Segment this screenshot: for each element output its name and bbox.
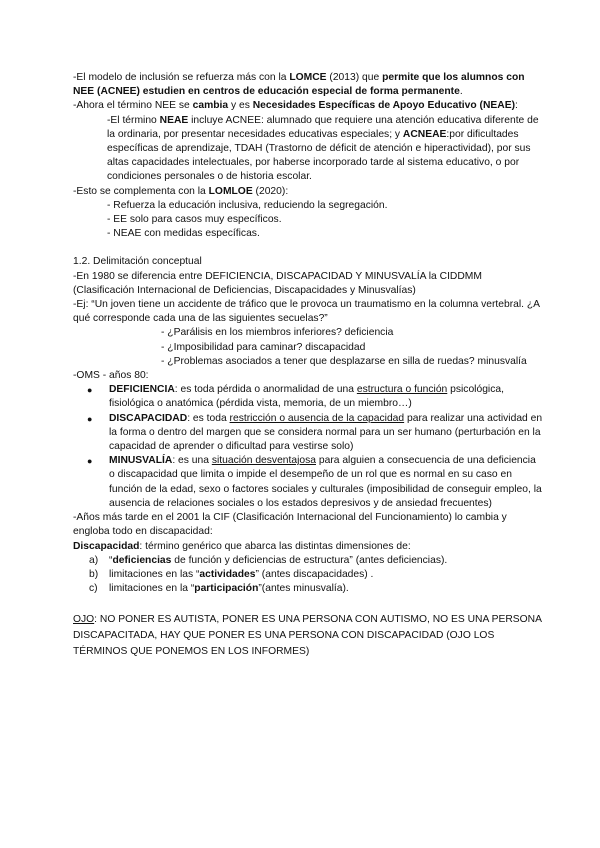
paragraph-neae-definition: -El término NEAE incluye ACNEE: alumnado que requiere una atención educativa diferente de la ordinaria, por presentar necesidades educativas especiales; y ACNEAE:por dificultades específicas de aprendizaje, TDAH (Trastorno de déficit de atención e hiperactividad), por sus altas capacidades intelectuales, por haberse incorporado tarde al sistema educativo, o por condiciones personales o de historia escolar.	[107, 114, 539, 183]
paragraph-cif: -Años más tarde en el 2001 la CIF (Clasificación Internacional del Funcionamiento) lo cambia y engloba todo en discapacidad:	[73, 512, 507, 538]
list-item: a) “deficiencias de función y deficiencias de estructura” (antes deficiencias).	[89, 554, 448, 566]
section-title: 1.2. Delimitación conceptual	[73, 256, 202, 268]
paragraph-discapacidad: Discapacidad: término genérico que abarca las distintas dimensiones de:	[73, 540, 411, 552]
paragraph-oms: -OMS - años 80:	[73, 370, 149, 382]
warning-note: OJO: NO PONER ES AUTISTA, PONER ES UNA PERSONA CON AUTISMO, NO ES UNA PERSONA DISCAPACITADA, HAY QUE PONER ES UNA PERSONA CON DISCAPACIDAD (OJO LOS TÉRMINOS QUE PONEMOS EN LOS INFORMES)	[73, 614, 542, 658]
oms-definitions-list	[73, 383, 543, 511]
list-item: - Refuerza la educación inclusiva, reduciendo la segregación.	[107, 199, 388, 211]
definition-deficiencia: ● DEFICIENCIA: es toda pérdida o anormalidad de una estructura o función psicológica, fisiológica o anatómica (pérdida vista, memoria, de un miembro…)	[73, 383, 543, 411]
list-item: b) limitaciones en las “actividades” (antes discapacidades) .	[89, 568, 374, 580]
paragraph-lomce: -El modelo de inclusión se refuerza más con la LOMCE (2013) que permite que los alumnos con NEE (ACNEE) estudien en centros de educación especial de forma permanente.	[73, 72, 525, 98]
list-item: - NEAE con medidas específicas.	[107, 228, 260, 240]
list-item: - EE solo para casos muy específicos.	[107, 214, 282, 226]
document-page	[73, 71, 543, 660]
list-item: c) limitaciones en la “participación”(antes minusvalía).	[89, 583, 349, 595]
cif-dimensions-list	[73, 554, 543, 597]
paragraph-example: -Ej: “Un joven tiene un accidente de tráfico que le provoca un traumatismo en la columna vertebral. ¿A qué corresponde cada una de las siguientes secuelas?”	[73, 299, 540, 325]
list-item: - ¿Problemas asociados a tener que desplazarse en silla de ruedas? minusvalía	[161, 355, 527, 367]
paragraph-neae: -Ahora el término NEE se cambia y es Necesidades Específicas de Apoyo Educativo (NEAE):	[73, 100, 518, 112]
definition-discapacidad: ● DISCAPACIDAD: es toda restricción o ausencia de la capacidad para realizar una actividad en la forma o dentro del margen que se considera normal para un ser humano (perturbación en la capacidad de aprender o dificultad para vestirse solo)	[73, 412, 543, 455]
list-item: - ¿Imposibilidad para caminar? discapacidad	[161, 341, 366, 353]
example-list	[73, 326, 543, 369]
paragraph-1980: -En 1980 se diferencia entre DEFICIENCIA, DISCAPACIDAD Y MINUSVALÍA la CIDDMM (Clasificación Internacional de Deficiencias, Discapacidades y Minusvalías)	[73, 270, 482, 296]
lomloe-list	[73, 199, 543, 242]
definition-minusvalia: ● MINUSVALÍA: es una situación desventajosa para alguien a consecuencia de una deficiencia o discapacidad que limita o impide el desempeño de un rol que es normal en su caso en función de la edad, sexo o factores sociales y culturales (imposibilidad de conseguir empleo, la ausencia de relaciones sociales o los estados depresivos y de ansiedad frecuentes)	[73, 454, 543, 511]
paragraph-lomloe: -Esto se complementa con la LOMLOE (2020):	[73, 185, 289, 197]
list-item: - ¿Parálisis en los miembros inferiores? deficiencia	[161, 327, 394, 339]
